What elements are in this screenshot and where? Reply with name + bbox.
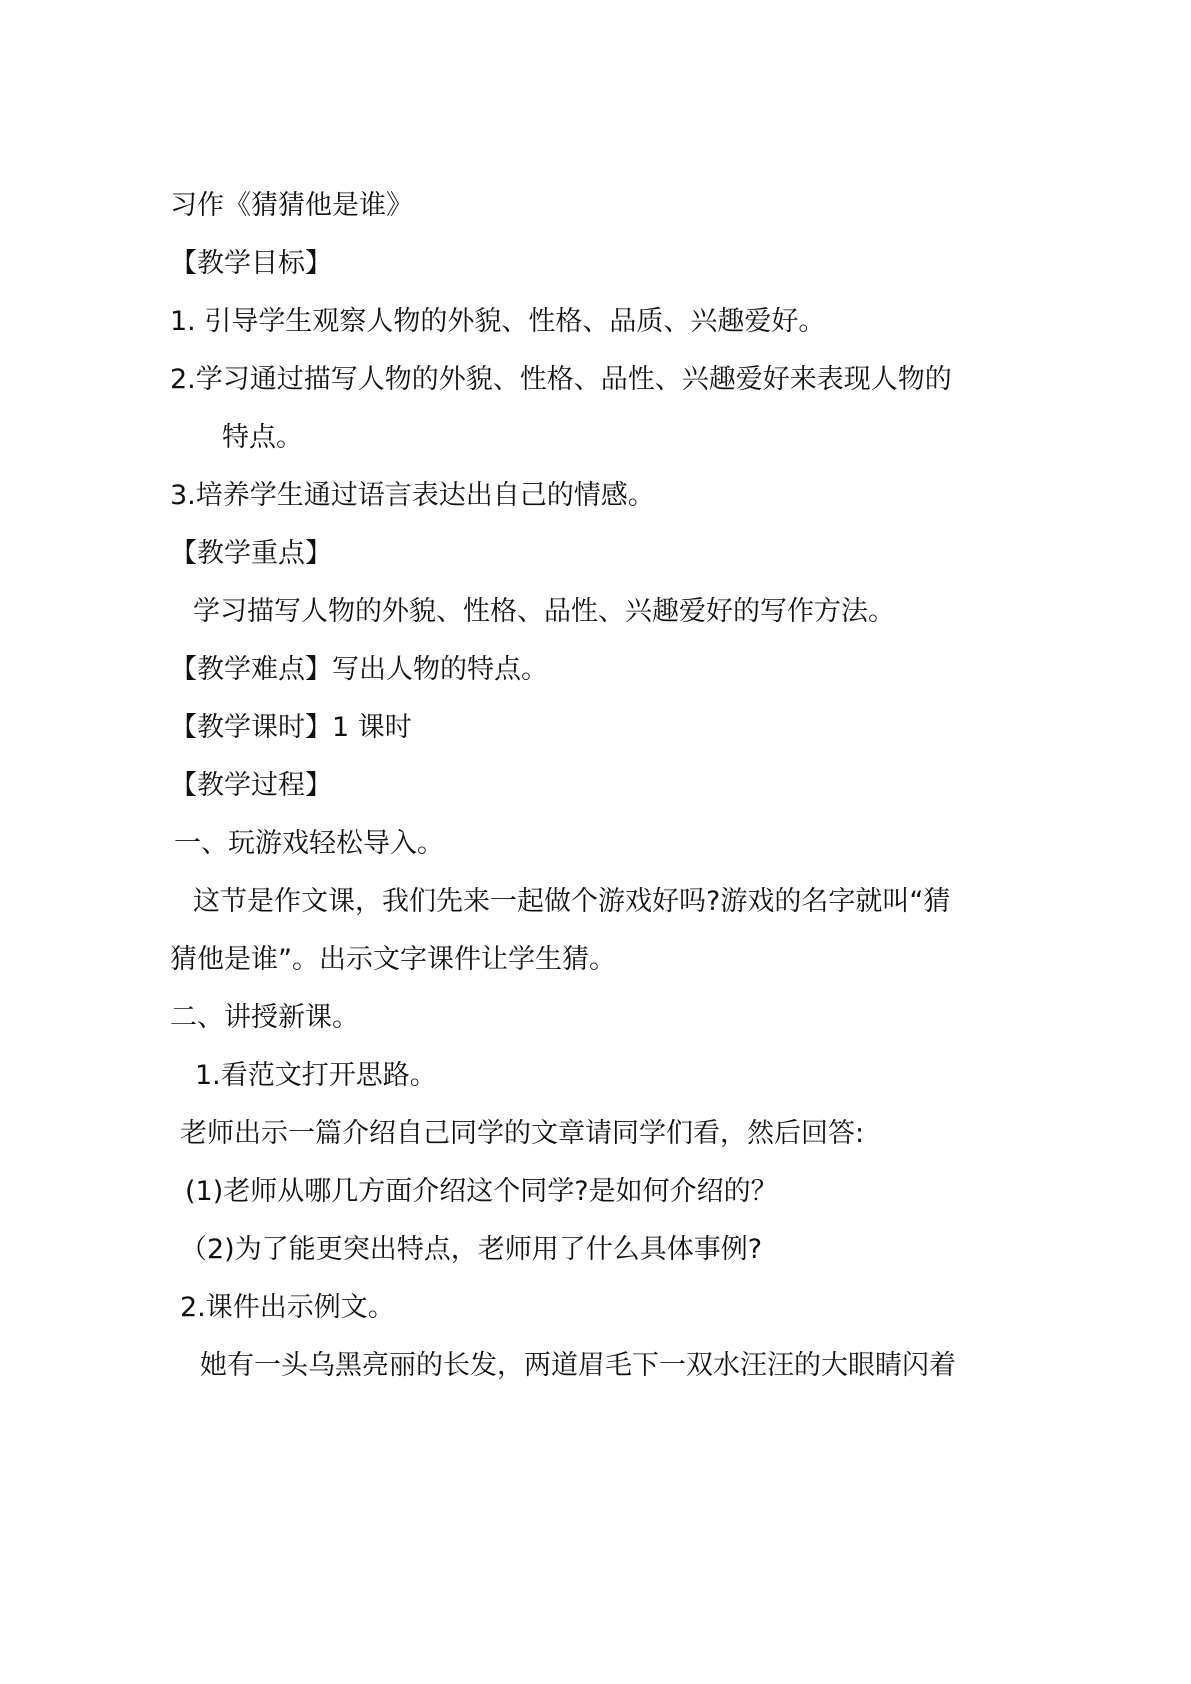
objective-2-line-1: 2.学习通过描写人物的外貌、性格、品性、兴趣爱好来表现人物的 bbox=[170, 364, 952, 395]
section-1-text-line-1: 这节是作文课，我们先来一起做个游戏好吗?游戏的名字就叫“猜 bbox=[193, 886, 951, 917]
process-heading: 【教学过程】 bbox=[170, 770, 332, 801]
key-point-text: 学习描写人物的外貌、性格、品性、兴趣爱好的写作方法。 bbox=[193, 596, 895, 627]
objectives-heading: 【教学目标】 bbox=[170, 248, 332, 279]
section-1-heading: 一、玩游戏轻松导入。 bbox=[174, 828, 444, 859]
objective-2-line-2: 特点。 bbox=[222, 422, 303, 453]
step-1-text: 老师出示一篇介绍自己同学的文章请同学们看，然后回答: bbox=[180, 1118, 865, 1149]
question-1: (1)老师从哪几方面介绍这个同学?是如何介绍的？ bbox=[185, 1176, 778, 1207]
objective-1: 1. 引导学生观察人物的外貌、性格、品质、兴趣爱好。 bbox=[170, 306, 826, 337]
section-2-heading: 二、讲授新课。 bbox=[170, 1002, 359, 1033]
document-title: 习作《猜猜他是谁》 bbox=[170, 190, 413, 221]
key-point-heading: 【教学重点】 bbox=[170, 538, 332, 569]
periods-line: 【教学课时】1 课时 bbox=[170, 712, 412, 743]
objective-3: 3.培养学生通过语言表达出自己的情感。 bbox=[170, 480, 655, 511]
difficulty-line: 【教学难点】写出人物的特点。 bbox=[170, 654, 548, 685]
question-2: （2)为了能更突出特点，老师用了什么具体事例? bbox=[180, 1234, 763, 1265]
section-1-text-line-2: 猜他是谁”。出示文字课件让学生猜。 bbox=[170, 944, 616, 975]
step-1: 1.看范文打开思路。 bbox=[195, 1060, 437, 1091]
example-text: 她有一头乌黑亮丽的长发，两道眉毛下一双水汪汪的大眼睛闪着 bbox=[200, 1350, 956, 1381]
step-2: 2.课件出示例文。 bbox=[180, 1292, 395, 1323]
